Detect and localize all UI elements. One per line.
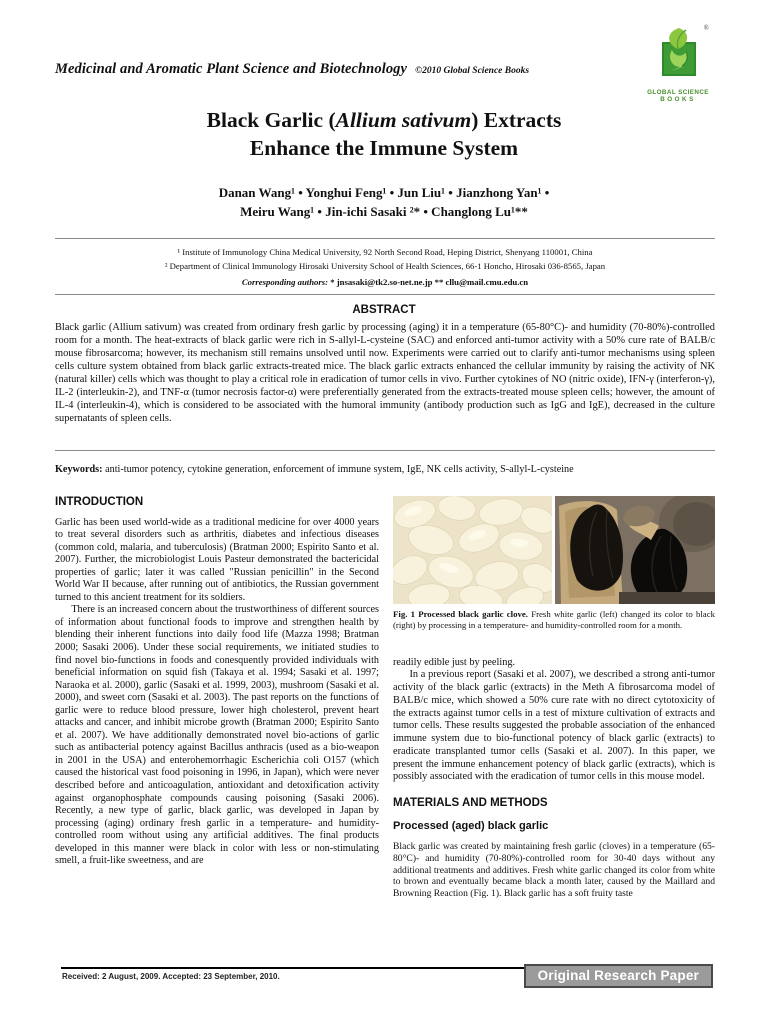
abstract-heading: ABSTRACT bbox=[352, 304, 416, 317]
divider bbox=[55, 238, 715, 239]
registered-trademark-icon: ® bbox=[703, 24, 709, 32]
figure-1-caption-text: Fresh white garlic (left) changed its color to black (right) by processing in a temperature- and humidity-controlled room for a month. bbox=[393, 608, 715, 630]
right-column bbox=[393, 496, 715, 982]
footer-divider bbox=[61, 967, 539, 969]
title-species: Allium sativum bbox=[335, 108, 472, 132]
title-post: ) Extracts bbox=[471, 108, 562, 132]
corresponding-emails: * jnsasaki@tk2.so-net.ne.jp ** cllu@mail.cmu.edu.cn bbox=[328, 277, 529, 288]
global-science-books-logo-icon bbox=[646, 26, 710, 84]
page-footer bbox=[55, 964, 715, 1004]
journal-title: Medicinal and Aromatic Plant Science and Biotechnology bbox=[55, 61, 408, 77]
abstract-text: Black garlic (Allium sativum) was created from ordinary fresh garlic by processing (aging) it in a temperature (65-80°C)- and humidity (70-80%)-controlled room for a month. The heat-extracts of black garlic were rich in S-allyl-L-cysteine (SAC) and enforced anti-tumor activity with a 50% cure rate of BALB/c mouse fibrosarcoma; however, its mechanism still remains unsolved until now. Experiments were carried out to clarify anti-tumor mechanisms using spleen cells culture system obtained from black garlic extracts-treated mice. The black garlic extracts enhanced the cellular immunity by raising the activity of NK (natural killer) cells which was thought to play a critical role in eradication of tumor cells in vivo. Further cytokines of NO (nitric oxide), IFN-γ (interferon-γ), IL-2 (interleukin-2), and TNF-α (tumor necrosis factor-α) were preferentially generated from the extracts-treated mouse spleen cells; however, the amount of IL-4 (interleukin-4), which is considered to be associated with the humoral immunity (antibody production such as IgG and IgE), decreased in the culture supernatants of spleen cells. bbox=[55, 322, 715, 424]
keywords-line bbox=[55, 464, 715, 475]
affiliation-2: ² Department of Clinical Immunology Hirosaki University School of Health Sciences, 66-1 Honcho, Hirosaki 036-8565, Japan bbox=[164, 260, 606, 271]
affiliations bbox=[55, 246, 715, 273]
author-line1: Danan Wang¹ • Yonghui Feng¹ • Jun Liu¹ • Jianzhong Yan¹ • bbox=[218, 184, 550, 200]
left-column bbox=[55, 496, 379, 982]
page-header bbox=[55, 0, 715, 103]
divider bbox=[55, 294, 715, 295]
body-paragraph: readily edible just by peeling. bbox=[393, 656, 516, 668]
paper-title bbox=[0, 106, 768, 163]
processed-black-garlic-subheading: Processed (aged) black garlic bbox=[393, 820, 549, 833]
journal-line bbox=[55, 60, 715, 78]
author-line2: Meiru Wang¹ • Jin-ichi Sasaki ²* • Changlong Lu¹** bbox=[240, 203, 528, 219]
logo-caption-line2: BOOKS bbox=[660, 96, 696, 103]
received-accepted-dates: Received: 2 August, 2009. Accepted: 23 September, 2010. bbox=[62, 972, 280, 981]
logo-caption-line1: GLOBAL SCIENCE bbox=[647, 89, 709, 96]
two-column-body bbox=[55, 496, 715, 982]
logo-caption bbox=[641, 89, 715, 103]
introduction-heading: INTRODUCTION bbox=[55, 495, 144, 508]
article-type-badge: Original Research Paper bbox=[524, 964, 713, 988]
divider bbox=[55, 450, 715, 451]
keywords-text: anti-tumor potency, cytokine generation, enforcement of immune system, IgE, NK cells activity, S-allyl-L-cysteine bbox=[102, 463, 574, 475]
figure-1 bbox=[393, 496, 715, 631]
figure-1-caption-label: Fig. 1 Processed black garlic clove. bbox=[393, 608, 529, 619]
affiliation-1: ¹ Institute of Immunology China Medical University, 92 North Second Road, Heping District, Shenyang 110001, China bbox=[177, 247, 593, 258]
paper-title-line1 bbox=[0, 106, 768, 134]
publisher-logo bbox=[641, 26, 715, 103]
figure-1-caption bbox=[393, 609, 715, 631]
paper-title-line2: Enhance the Immune System bbox=[249, 136, 519, 161]
intro-paragraph-2: There is an increased concern about the trustworthiness of different sources of information about functional foods to improve and strengthen health by blending their inherent functions into daily food life (Mazza 1998; Bratman 2000; Sasaki 2006). Under these social requirements, we initiated studies to find novel bio-functions in foods and conesquently provided individuals with beneficial information on squid fish (Takaya et al. 1994; Sasaki et al. 1997; Naraoka et al. 2000), garlic (Sasaki et al. 1999, 2003), mushroom (Sasaki et al. 2000), and sweet corn (Sasaki et al. 2003). The past reports on the functions of garlic were to reduce blood pressure, lower high cholesterol, prevent heart attacks and cancer, and inhibit microbe growth (Bratman 2000; Espirito Santo et al. 2007). We have additionally demonstrated novel bio-actions of garlic such as antibacterial potency against Bacillus anthracis (used as a bio-weapon in 2001 in the USA) and enterohemorrhagic Escherichia coli O157 (which caused the historical vast food poisoning in 1996, in Japan), which were never described before and anticoagulation, antioxidant and detoxification activity against organophosphate compounds causing poisoning (Sasaki 2006). Recently, a new type of garlic, black garlic, was developed in Japan by processing (aging) ordinary fresh garlic in a temperature- and humidity-controlled room without using any artificial additives. The final products developed in this manner were black in color with less or non-stimulating smell, a fruit-like sweetness, and are bbox=[55, 604, 379, 867]
right-column-text bbox=[393, 657, 715, 900]
intro-paragraph-1: Garlic has been used world-wide as a traditional medicine for over 4000 years to treat several disorders such as arthritis, diabetes and infectious diseases (common cold, malaria, and tuberculosis) (Bratman 2000; Espirito Santo et al. 2007). Further, the microbiologist Louis Pasteur demonstrated the bactericidal properties of garlic; later it was called "Russian penicillin" in the Second World War II because, after running out of antibiotics, the Russian government turned to this ancient treatment for its soldiers. bbox=[55, 516, 379, 603]
corresponding-authors bbox=[55, 277, 715, 287]
figure-1-image bbox=[393, 496, 715, 604]
materials-methods-heading: MATERIALS AND METHODS bbox=[393, 797, 548, 810]
corresponding-label: Corresponding authors: bbox=[241, 277, 329, 288]
journal-copyright: ©2010 Global Science Books bbox=[415, 66, 530, 76]
keywords-label: Keywords: bbox=[55, 463, 103, 475]
methods-paragraph: Black garlic was created by maintaining fresh garlic (cloves) in a temperature (65-80°C)- and humidity (70-80%)-controlled room for 30-40 days without any additional treatments and additives. Fresh white garlic changed its color from white to brown and eventually became black a month later, caused by the Maillard and Browning Reaction (Fig. 1). Black garlic has a soft fruity taste bbox=[393, 841, 715, 899]
body-paragraph: In a previous report (Sasaki et al. 2007), we described a strong anti-tumor activity of the black garlic (extracts) in the Meth A fibrosarcoma model of BALB/c mice, which showed a 50% cure rate with no direct cytotoxicity of the extracts against tumor cells in a test of mixture cultivation of extracts and tumor cells. These results suggested the probable association of the enhanced immune system due to bio-functional potency of black garlic (extracts) to eradicate transplanted tumor cells (Sasaki et al. 2007). In this paper, we present the immune enhancement potency of black garlic (extracts), which is possibly associated with the eradication of tumor cells in this mouse model. bbox=[393, 669, 715, 783]
author-list bbox=[0, 184, 768, 222]
title-pre: Black Garlic ( bbox=[206, 108, 336, 132]
